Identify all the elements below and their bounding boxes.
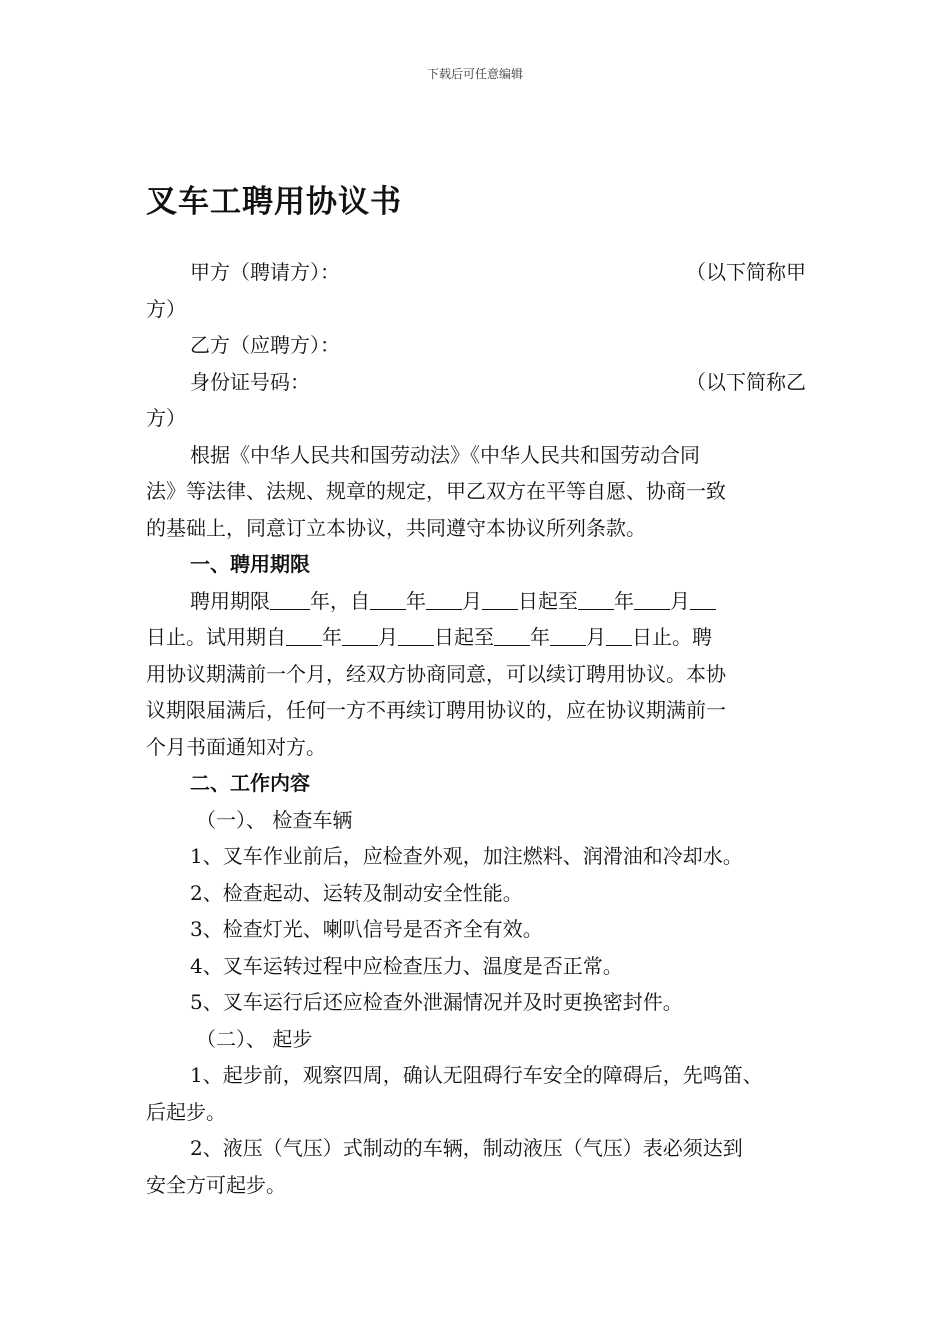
subsection-label: （一）、 检查车辆: [196, 807, 353, 832]
id-number-line: [146, 364, 806, 401]
list-item: 2、检查起动、运转及制动安全性能。: [190, 880, 523, 905]
blank-field: [482, 585, 518, 610]
page-title: 叉车工聘用协议书: [146, 184, 402, 220]
section2-heading: 二、工作内容: [190, 771, 310, 795]
term-text: 年，自: [310, 588, 370, 613]
term-text: 月: [378, 625, 398, 649]
term-text: 月: [670, 588, 690, 613]
term-text: 年: [530, 625, 550, 649]
term-text: 月: [586, 625, 606, 649]
list-item-wrap: 安全方可起步。: [146, 1172, 286, 1197]
list-item-wrap: 后起步。: [146, 1099, 226, 1124]
term-line-1: [146, 583, 806, 620]
blank-field: [494, 621, 530, 646]
section1-heading: 一、聘用期限: [190, 552, 310, 576]
term-text: 年: [614, 588, 634, 613]
term-text: 日止。聘: [632, 625, 712, 649]
document-body: [146, 254, 806, 1203]
term-text: 日起至: [518, 588, 578, 613]
id-number-label: 身份证号码：: [190, 369, 310, 394]
preamble-line: 的基础上，同意订立本协议，共同遵守本协议所列条款。: [146, 515, 646, 540]
blank-field: [550, 621, 586, 646]
blank-field: [398, 621, 434, 646]
party-a-wrap: 方）: [146, 296, 186, 321]
blank-field: [578, 585, 614, 610]
term-paragraph-line: 个月书面通知对方。: [146, 734, 326, 759]
party-b-label: 乙方（应聘方）：: [190, 333, 340, 357]
term-paragraph-line: 用协议期满前一个月，经双方协商同意，可以续订聘用协议。本协: [146, 661, 726, 686]
id-number-suffix: （以下简称乙: [686, 369, 806, 394]
list-item: 1、起步前，观察四周，确认无阻碍行车安全的障碍后，先鸣笛、: [190, 1063, 763, 1087]
list-item: 4、叉车运转过程中应检查压力、温度是否正常。: [190, 953, 623, 978]
blank-field: [286, 621, 322, 646]
party-a-label: 甲方（聘请方）：: [190, 260, 340, 284]
blank-field: [606, 621, 632, 646]
blank-field: [426, 585, 462, 610]
term-text: 年: [322, 625, 342, 649]
list-item: 5、叉车运行后还应检查外泄漏情况并及时更换密封件。: [190, 990, 683, 1014]
blank-field: [690, 585, 716, 610]
term-paragraph-line: 议期限届满后，任何一方不再续订聘用协议的，应在协议期满前一: [146, 698, 726, 722]
party-a-line: [146, 254, 806, 291]
header-note: 下载后可任意编辑: [426, 67, 523, 81]
term-text: 日止。试用期自: [146, 625, 286, 649]
list-item: 1、叉车作业前后，应检查外观，加注燃料、润滑油和冷却水。: [190, 844, 743, 868]
preamble-line: 根据《中华人民共和国劳动法》《中华人民共和国劳动合同: [190, 442, 700, 467]
term-text: 年: [406, 588, 426, 613]
term-text: 月: [462, 588, 482, 613]
blank-field: [342, 621, 378, 646]
list-item: 3、检查灯光、喇叭信号是否齐全有效。: [190, 917, 543, 941]
blank-field: [370, 585, 406, 610]
term-line-2: [146, 619, 806, 656]
subsection-label: （二）、 起步: [196, 1026, 313, 1051]
id-number-wrap: 方）: [146, 406, 186, 430]
list-item: 2、液压（气压）式制动的车辆，制动液压（气压）表必须达到: [190, 1136, 743, 1160]
term-text: 聘用期限: [190, 588, 270, 613]
blank-field: [634, 585, 670, 610]
preamble-line: 法》等法律、法规、规章的规定，甲乙双方在平等自愿、协商一致: [146, 479, 726, 503]
blank-field: [270, 585, 310, 610]
term-text: 日起至: [434, 625, 494, 649]
party-a-suffix: （以下简称甲: [686, 260, 806, 284]
